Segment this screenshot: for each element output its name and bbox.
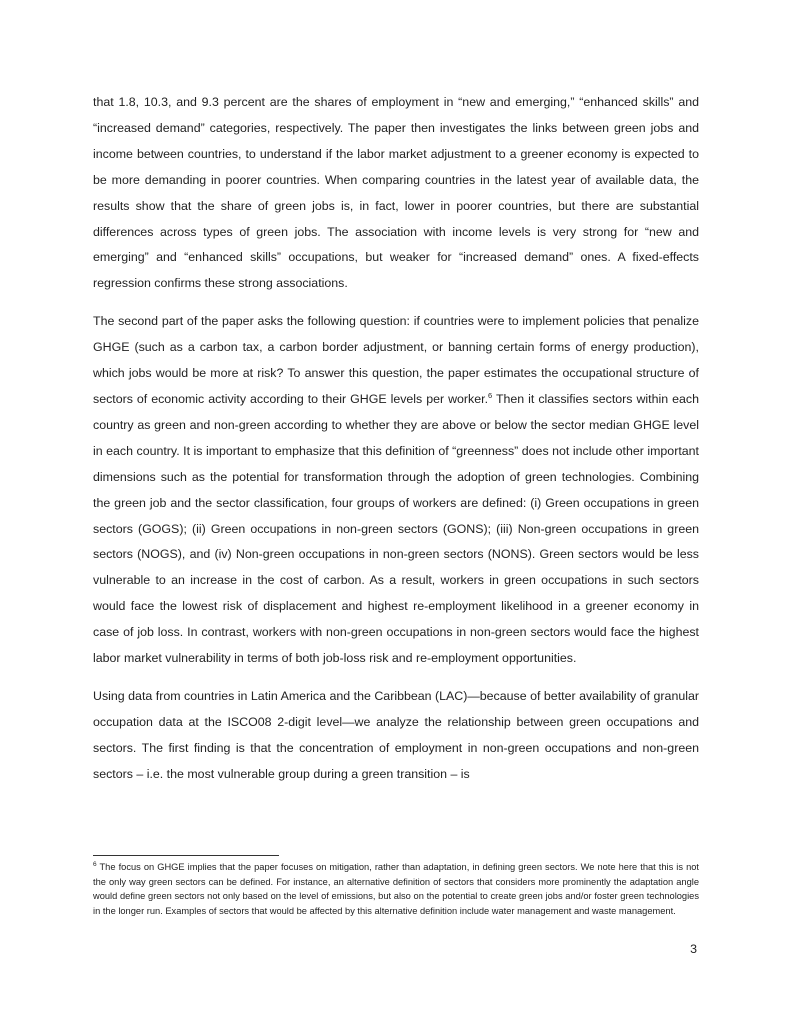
footnote-text: The focus on GHGE implies that the paper focuses on mitigation, rather than adaptation, in defining green sectors. We note here that this is not the only way green sectors can be defined. For instance, an alternative definition of sectors that considers more prominently the adaptation angle would define green sectors not only based on the level of emissions, but also on the potential to create green jobs and/or foster green technologies in the longer run. Examples of sectors that would be affected by this alternative definition include water management and waste management. [93, 862, 699, 916]
page-number: 3 [690, 942, 697, 956]
page-body [93, 90, 699, 800]
footnote-marker: 6 [93, 860, 97, 868]
paragraph-2-part-b: Then it classifies sectors within each country as green and non-green according to whether they are above or below the sector median GHGE level in each country. It is important to emphasize that this definition of “greenness” does not include other important dimensions such as the potential for transformation through the adoption of green technologies. Combining the green job and the sector classification, four groups of workers are defined: (i) Green occupations in green sectors (GOGS); (ii) Green occupations in non-green sectors (GONS); (iii) Non-green occupations in green sectors (NOGS), and (iv) Non-green occupations in non-green sectors (NONS). Green sectors would be less vulnerable to an increase in the cost of carbon. As a result, workers in green occupations in such sectors would face the lowest risk of displacement and highest re-employment likelihood in a greener economy in case of job loss. In contrast, workers with non-green occupations in non-green sectors would face the highest labor market vulnerability in terms of both job-loss risk and re-employment opportunities. [93, 391, 699, 666]
paragraph-2-part-a: The second part of the paper asks the following question: if countries were to implement policies that penalize GHGE (such as a carbon tax, a carbon border adjustment, or banning certain forms of energy production), which jobs would be more at risk? To answer this question, the paper estimates the occupational structure of sectors of economic activity according to their GHGE levels per worker. [93, 314, 699, 406]
footnote [93, 860, 699, 918]
paragraph-1: that 1.8, 10.3, and 9.3 percent are the shares of employment in “new and emerging,” “enhanced skills” and “increased demand” categories, respectively. The paper then investigates the links between green jobs and income between countries, to understand if the labor market adjustment to a greener economy is expected to be more demanding in poorer countries. When comparing countries in the latest year of available data, the results show that the share of green jobs is, in fact, lower in poorer countries, but there are substantial differences across types of green jobs. The association with income levels is very strong for “new and emerging” and “enhanced skills” occupations, but weaker for “increased demand” ones. A fixed-effects regression confirms these strong associations. [93, 95, 699, 291]
paragraph-2 [93, 309, 699, 672]
footnote-reference[interactable]: 6 [488, 390, 493, 400]
paragraph-3: Using data from countries in Latin America and the Caribbean (LAC)—because of better availability of granular occupation data at the ISCO08 2-digit level—we analyze the relationship between green occupations and sectors. The first finding is that the concentration of employment in non-green occupations and non-green sectors – i.e. the most vulnerable group during a green transition – is [93, 688, 699, 781]
footnote-divider [93, 855, 279, 856]
